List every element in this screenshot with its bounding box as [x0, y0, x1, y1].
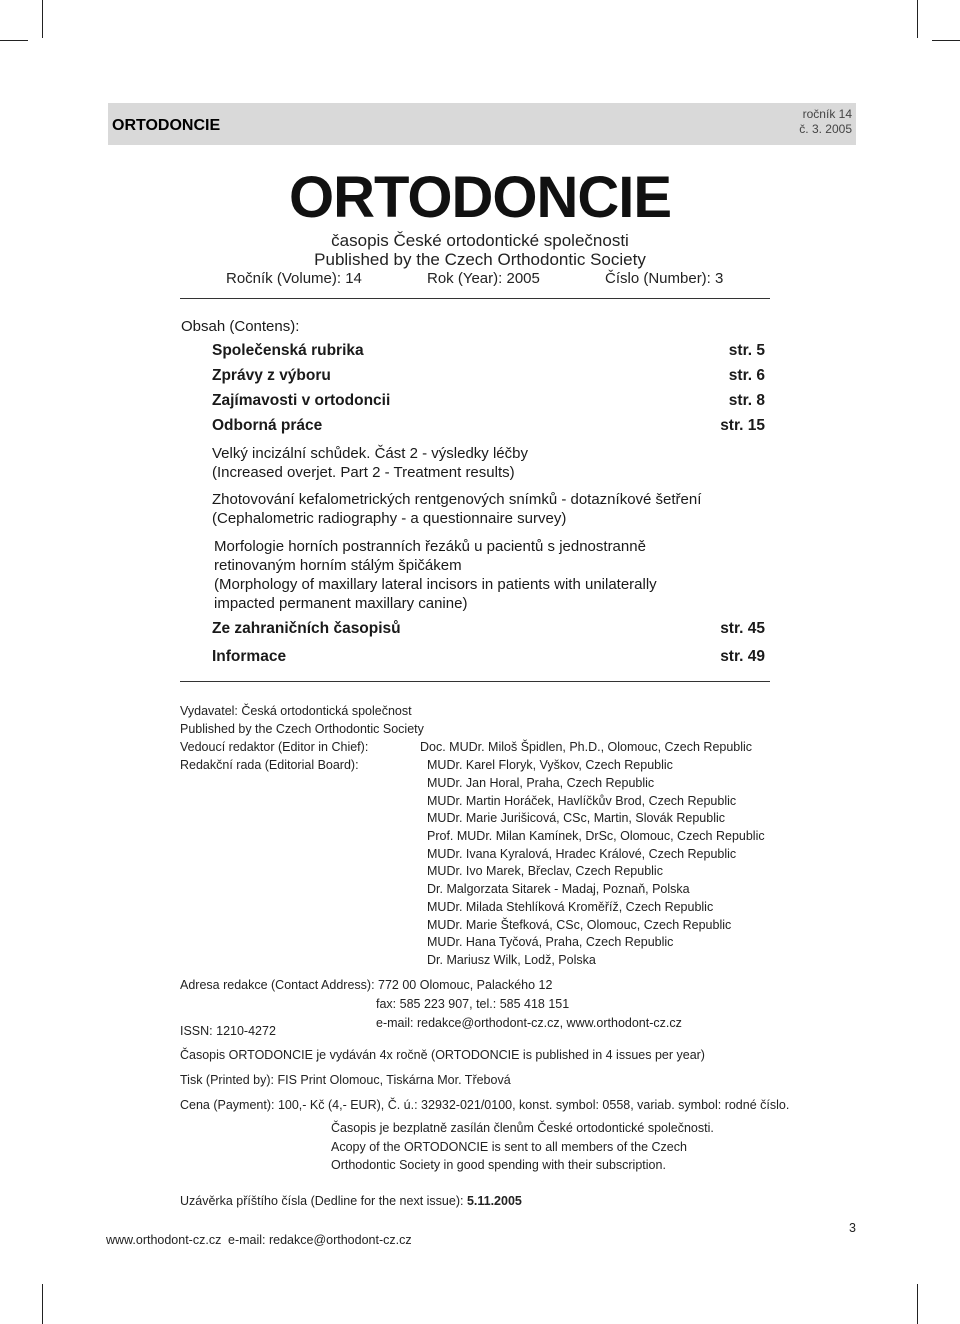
- toc-entry-page: str. 45: [720, 620, 765, 637]
- board-member: Dr. Mariusz Wilk, Lodž, Polska: [427, 953, 596, 967]
- printed-by: Tisk (Printed by): FIS Print Olomouc, Tiskárna Mor. Třebová: [180, 1073, 511, 1087]
- board-member: MUDr. Hana Tyčová, Praha, Czech Republic: [427, 935, 674, 949]
- footer-website[interactable]: www.orthodont-cz.cz: [106, 1233, 222, 1247]
- board-member: Dr. Malgorzata Sitarek - Madaj, Poznaň, Polska: [427, 882, 690, 896]
- header-volume-issue: [799, 107, 852, 137]
- toc-article-line: Velký incizální schůdek. Část 2 - výsledky léčby: [212, 445, 528, 462]
- toc-entry-page: str. 49: [720, 648, 765, 665]
- divider-contents: [180, 681, 770, 682]
- masthead-subtitle-cz: časopis České ortodontické společnosti: [331, 231, 629, 250]
- toc-article-line: Morfologie horních postranních řezáků u pacientů s jednostranně: [214, 538, 646, 555]
- toc-article-line: (Increased overjet. Part 2 - Treatment results): [212, 464, 515, 481]
- publication-frequency: Časopis ORTODONCIE je vydáván 4x ročně (ORTODONCIE is published in 4 issues per year): [180, 1048, 705, 1062]
- header-volume: ročník 14: [802, 107, 852, 121]
- header-journal-title: ORTODONCIE: [112, 117, 221, 134]
- toc-entry-title: Zprávy z výboru: [212, 367, 331, 384]
- crop-mark-bottom-right: [917, 1284, 918, 1324]
- board-member: MUDr. Ivo Marek, Břeclav, Czech Republic: [427, 864, 663, 878]
- board-member: MUDr. Marie Štefková, CSc, Olomouc, Czech Republic: [427, 918, 732, 932]
- publisher-line-en: Published by the Czech Orthodontic Society: [180, 722, 424, 736]
- toc-entry-title: Odborná práce: [212, 417, 323, 434]
- payment-info: Cena (Payment): 100,- Kč (4,- EUR), Č. ú.: 32932-021/0100, konst. symbol: 0558, variab. symbol: rodné číslo.: [180, 1098, 790, 1112]
- crop-mark-top-left: [42, 0, 43, 38]
- toc-entry-title: Společenská rubrika: [212, 342, 364, 359]
- masthead-subtitle-en: Published by the Czech Orthodontic Society: [314, 250, 646, 269]
- toc-article-line: (Cephalometric radiography - a questionnaire survey): [212, 510, 567, 527]
- board-member: MUDr. Ivana Kyralová, Hradec Králové, Czech Republic: [427, 847, 737, 861]
- board-member: MUDr. Milada Stehlíková Kroměříž, Czech Republic: [427, 900, 714, 914]
- crop-mark-top-right-h: [932, 40, 960, 41]
- board-member: MUDr. Karel Floryk, Vyškov, Czech Republic: [427, 758, 673, 772]
- footer-email[interactable]: e-mail: redakce@orthodont-cz.cz: [228, 1233, 412, 1247]
- board-member: Prof. MUDr. Milan Kamínek, DrSc, Olomouc, Czech Republic: [427, 829, 765, 843]
- toc-article: [212, 444, 772, 482]
- toc-article: [214, 537, 774, 613]
- deadline-label: Uzávěrka příštího čísla (Dedline for the next issue):: [180, 1194, 467, 1208]
- toc-entry-title: Ze zahraničních časopisů: [212, 620, 401, 637]
- toc-entry-page: str. 6: [728, 367, 765, 384]
- board-label: Redakční rada (Editorial Board):: [180, 758, 359, 772]
- crop-mark-top-right: [917, 0, 918, 38]
- toc-article-line: Zhotovování kefalometrických rentgenových snímků - dotazníkové šetření: [212, 491, 702, 508]
- free-copy-line-cz: Časopis je bezplatně zasílán členům České ortodontické společnosti.: [331, 1121, 714, 1135]
- toc-entry-title: Informace: [212, 648, 287, 665]
- toc-article: [212, 490, 772, 528]
- publisher-line-cz: Vydavatel: Česká ortodontická společnost: [180, 704, 412, 718]
- deadline: [180, 1194, 522, 1208]
- free-copy-line-en: Acopy of the ORTODONCIE is sent to all members of the Czech: [331, 1140, 687, 1154]
- editor-label: Vedoucí redaktor (Editor in Chief):: [180, 740, 369, 754]
- board-member: MUDr. Marie Jurišicová, CSc, Martin, Slovák Republic: [427, 811, 725, 825]
- toc-article-line: (Morphology of maxillary lateral incisors in patients with unilaterally: [214, 576, 657, 593]
- masthead-number: Číslo (Number): 3: [605, 270, 724, 287]
- contact-address: Adresa redakce (Contact Address): 772 00 Olomouc, Palackého 12: [180, 978, 553, 992]
- masthead-title: ORTODONCIE: [288, 165, 672, 230]
- board-member: MUDr. Jan Horal, Praha, Czech Republic: [427, 776, 655, 790]
- toc-entry-page: str. 5: [728, 342, 765, 359]
- toc-entry-page: str. 8: [728, 392, 765, 409]
- contents-heading: Obsah (Contens):: [181, 318, 300, 335]
- toc-article-line: retinovaným horním stálým špičákem: [214, 557, 462, 574]
- board-member: MUDr. Martin Horáček, Havlíčkův Brod, Czech Republic: [427, 794, 737, 808]
- toc-article-line: impacted permanent maxillary canine): [214, 595, 468, 612]
- deadline-date: 5.11.2005: [466, 1194, 522, 1208]
- crop-mark-top-left-h: [0, 40, 28, 41]
- contact-email: e-mail: redakce@orthodont-cz.cz, www.orthodont-cz.cz: [376, 1016, 682, 1030]
- toc-entry-title: Zajímavosti v ortodoncii: [212, 392, 391, 409]
- free-copy-line-en-2: Orthodontic Society in good spending with their subscription.: [331, 1158, 666, 1172]
- header-issue: č. 3. 2005: [799, 122, 852, 136]
- issn: ISSN: 1210-4272: [180, 1024, 276, 1038]
- masthead-volume: Ročník (Volume): 14: [226, 270, 362, 287]
- header-bar: [108, 103, 856, 145]
- editor-name: Doc. MUDr. Miloš Špidlen, Ph.D., Olomouc, Czech Republic: [420, 740, 753, 754]
- crop-mark-bottom-left: [42, 1284, 43, 1324]
- contact-fax: fax: 585 223 907, tel.: 585 418 151: [376, 997, 570, 1011]
- toc-entry-page: str. 15: [720, 417, 765, 434]
- divider-top: [180, 298, 770, 299]
- masthead-year: Rok (Year): 2005: [427, 270, 540, 287]
- page-number: 3: [849, 1221, 856, 1235]
